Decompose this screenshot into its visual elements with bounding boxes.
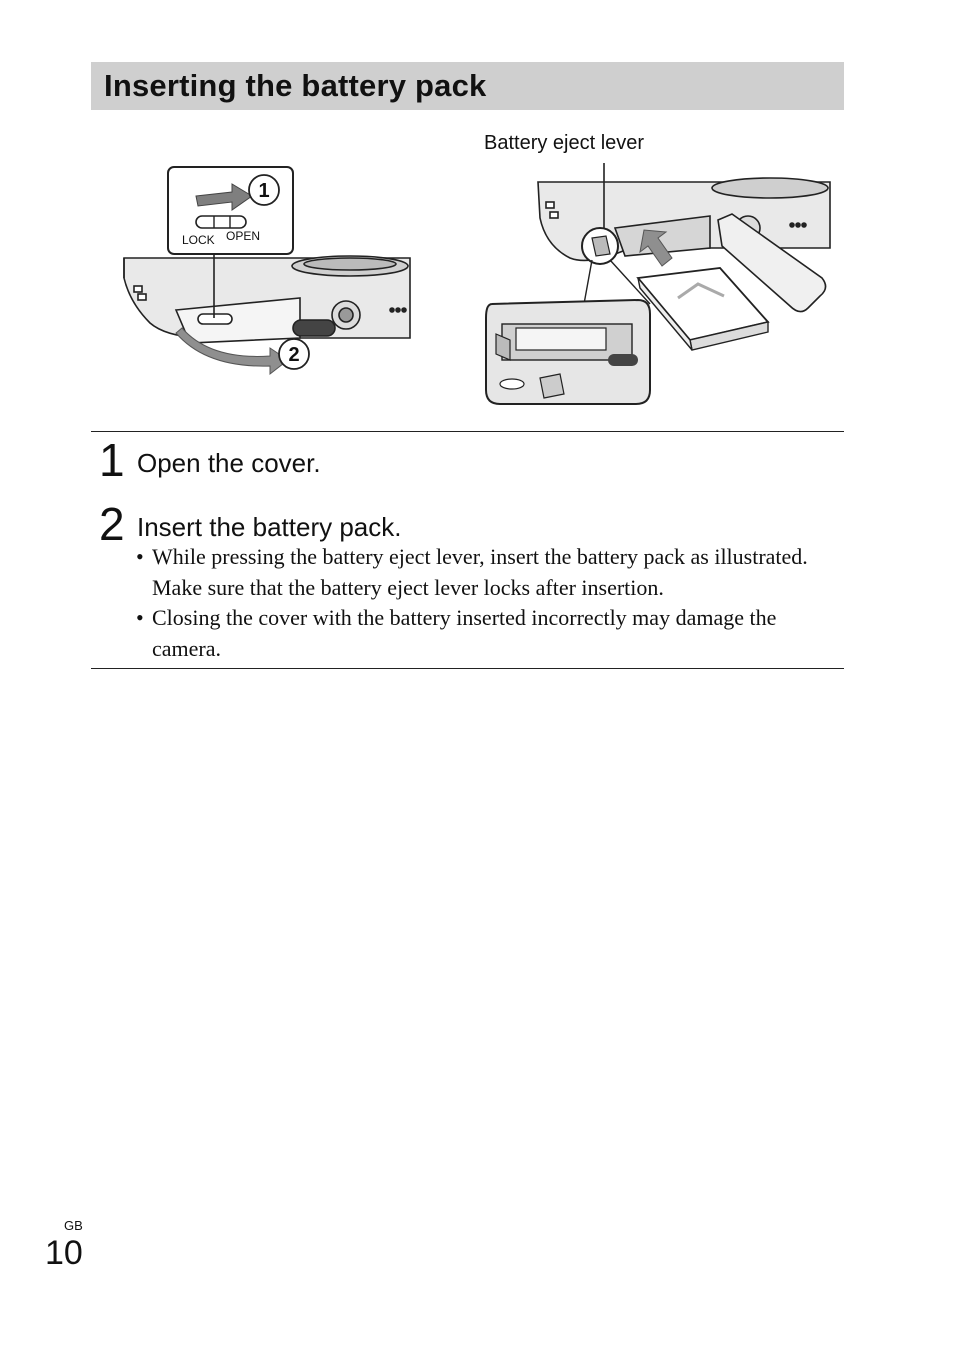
compartment-magnified-inset	[486, 260, 650, 404]
divider-bottom	[91, 668, 844, 669]
switch-open-label: OPEN	[226, 229, 261, 243]
step-2-text: Insert the battery pack.	[137, 512, 402, 542]
switch-lock-label: LOCK	[182, 233, 215, 247]
step-1-text: Open the cover.	[137, 448, 321, 478]
step-2-number: 2	[99, 498, 125, 550]
note-item: • While pressing the battery eject lever, insert the battery pack as illustrated. Make sure that the battery eject lever locks after insertion.	[136, 542, 841, 603]
marker-2-label: 2	[288, 344, 300, 366]
section-title: Inserting the battery pack	[104, 68, 487, 103]
battery-pack	[638, 268, 768, 350]
divider-top	[91, 431, 844, 432]
battery-insertion-illustration	[110, 128, 840, 413]
step-1-number: 1	[99, 434, 125, 486]
battery-eject-lever-callout: Battery eject lever	[484, 132, 645, 154]
marker-1-label: 1	[258, 180, 270, 202]
step-2-notes	[136, 542, 841, 664]
page-number: 10	[45, 1234, 83, 1272]
note-item: • Closing the cover with the battery inserted incorrectly may damage the camera.	[136, 603, 841, 664]
region-code: GB	[64, 1218, 83, 1233]
camera-bottom-left	[124, 256, 410, 343]
section-header	[91, 62, 844, 110]
